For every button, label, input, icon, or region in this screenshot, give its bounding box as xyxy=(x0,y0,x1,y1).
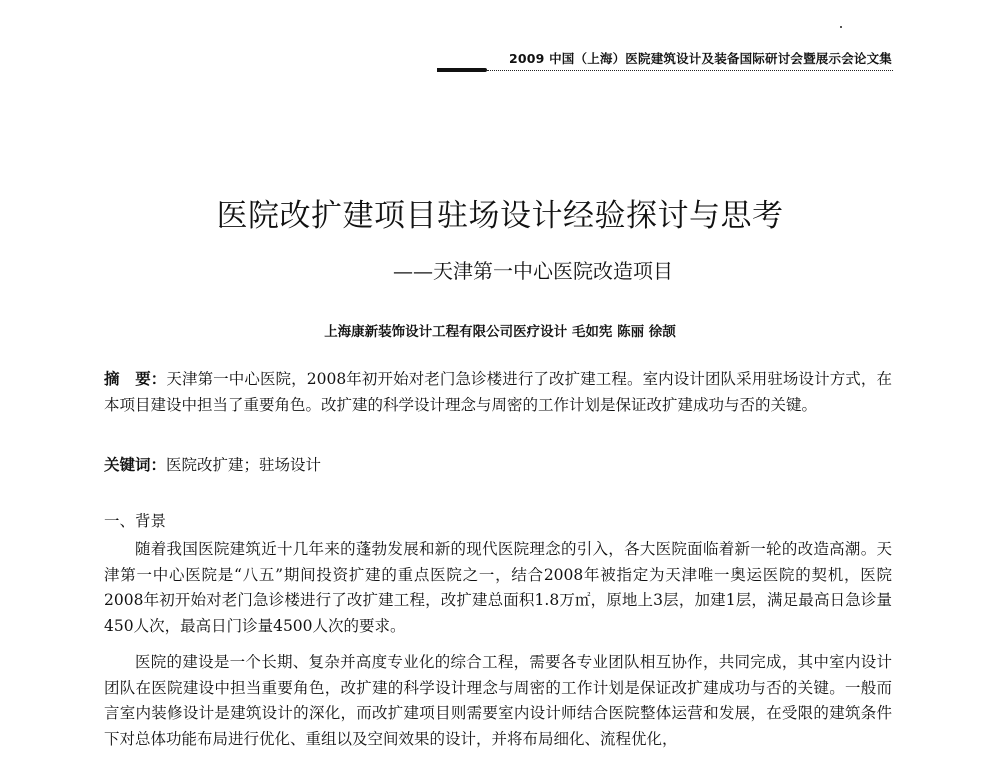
abstract-label: 摘 要： xyxy=(104,370,167,388)
header-rule xyxy=(487,70,893,71)
body-paragraph: 随着我国医院建筑近十几年来的蓬勃发展和新的现代医院理念的引入，各大医院面临着新一轮的改造高潮。天津第一中心医院是“八五”期间投资扩建的重点医院之一，结合2008年被指定为天津唯一奥运医院的契机，医院2008年初开始对老门急诊楼进行了改扩建工程，改扩建总面积1.8万㎡，原地上3层，加建1层，满足最高日急诊量450人次，最高日门诊量4500人次的要求。 xyxy=(104,540,892,635)
paper-title: 医院改扩建项目驻场设计经验探讨与思考 xyxy=(216,198,784,234)
section-heading: 一、背景 xyxy=(104,512,167,530)
keywords-label: 关键词： xyxy=(104,456,167,474)
author-line: 上海康新装饰设计工程有限公司医疗设计 毛如宪 陈丽 徐颉 xyxy=(324,324,676,340)
header-rule-accent xyxy=(437,68,487,72)
running-header: 2009 中国（上海）医院建筑设计及装备国际研讨会暨展示会论文集 xyxy=(508,51,892,66)
body-paragraph: 医院的建设是一个长期、复杂并高度专业化的综合工程，需要各专业团队相互协作，共同完成，其中室内设计团队在医院建设中担当重要角色，改扩建的科学设计理念与周密的工作计划是保证改扩建成功与否的关键。一般而言室内装修设计是建筑设计的深化，而改扩建项目则需要室内设计师结合医院整体运营和发展，在受限的建筑条件下对总体功能布局进行优化、重组以及空间效果的设计，并将布局细化、流程优化， xyxy=(104,653,892,748)
keywords xyxy=(104,452,892,478)
scan-speck xyxy=(840,26,842,28)
paper-subtitle: ——天津第一中心医院改造项目 xyxy=(393,259,673,283)
abstract-text: 天津第一中心医院，2008年初开始对老门急诊楼进行了改扩建工程。室内设计团队采用驻场设计方式，在本项目建设中担当了重要角色。改扩建的科学设计理念与周密的工作计划是保证改扩建成功与否的关键。 xyxy=(104,370,892,414)
abstract xyxy=(104,366,892,418)
keywords-text: 医院改扩建；驻场设计 xyxy=(166,456,322,474)
